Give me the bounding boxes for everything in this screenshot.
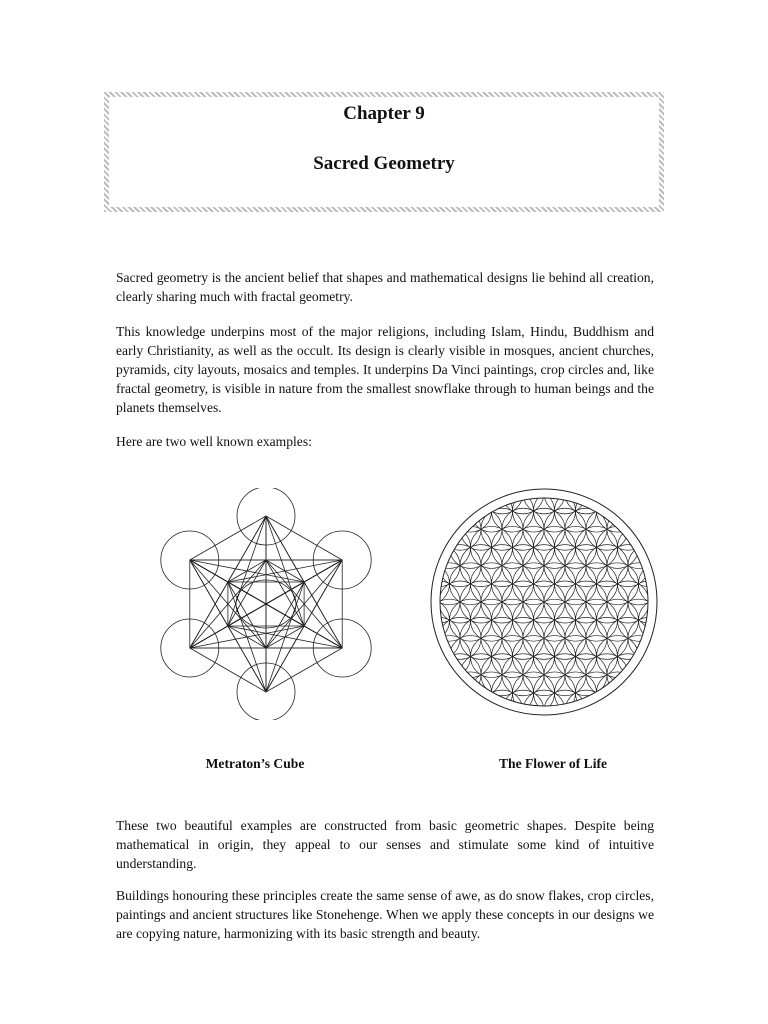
metatron-line (266, 516, 342, 560)
paragraph-buildings: Buildings honouring these principles create the same sense of awe, as do snow flakes, crop circles, paintings and ancient structures like Stonehenge. When we apply these concepts in our designs we are copying nature, harmonizing with its basic strength and beauty. (116, 888, 654, 941)
metatrons-cube-caption: Metraton’s Cube (205, 756, 305, 771)
flower-petal-circle (597, 490, 639, 532)
paragraph-intro: Sacred geometry is the ancient belief that shapes and mathematical designs lie behind all creation, clearly sharing much with fractal geometry. (116, 270, 654, 304)
metatrons-cube-figure (112, 488, 420, 720)
metatron-line (190, 582, 228, 648)
flower-petal-circle (628, 581, 660, 623)
metatron-line (190, 648, 266, 692)
flower-petal-circle (618, 526, 660, 568)
flower-of-life-figure (428, 486, 660, 718)
flower-petal-circle (607, 508, 649, 550)
paragraph-knowledge: This knowledge underpins most of the major religions, including Islam, Hindu, Buddhism and early Christianity, as well as the occult. Its design is clearly visible in mosques, ancient churches, pyramids, city layouts, mosaics and temples. It underpins Da Vinci paintings, crop circles and, like fractal geometry, is visible in nature from the smallest snowflake through to human beings and the planets themselves. (116, 324, 654, 415)
flower-petal-circle (439, 654, 481, 696)
paragraph-examples-intro: Here are two well known examples: (116, 434, 312, 449)
chapter-title: Sacred Geometry (313, 153, 455, 174)
metatron-line (190, 516, 266, 560)
flower-petal-circle (607, 654, 649, 696)
flower-petal-circle (565, 690, 607, 718)
chapter-heading-box (104, 92, 664, 212)
flower-petal-circle (429, 636, 471, 678)
metatron-line (266, 648, 342, 692)
flower-petal-circle (428, 581, 460, 623)
metatron-line (304, 560, 342, 626)
flower-petal-circle (597, 672, 639, 714)
chapter-number: Chapter 9 (343, 103, 425, 124)
flower-petal-circle (481, 690, 523, 718)
paragraph-construction: These two beautiful examples are constructed from basic geometric shapes. Despite being mathematical in origin, they appeal to our senses and stimulate some kind of intuitive understanding. (116, 818, 654, 871)
flower-petal-circle (439, 508, 481, 550)
flower-petal-circle (481, 486, 523, 514)
flower-petal-circle (450, 672, 492, 714)
metatron-line (190, 560, 228, 626)
flower-of-life-caption: The Flower of Life (498, 756, 608, 771)
flower-petal-circle (429, 526, 471, 568)
flower-petal-circle (618, 636, 660, 678)
metatron-line (304, 582, 342, 648)
flower-petal-circle (565, 486, 607, 514)
flower-petal-circle (450, 490, 492, 532)
